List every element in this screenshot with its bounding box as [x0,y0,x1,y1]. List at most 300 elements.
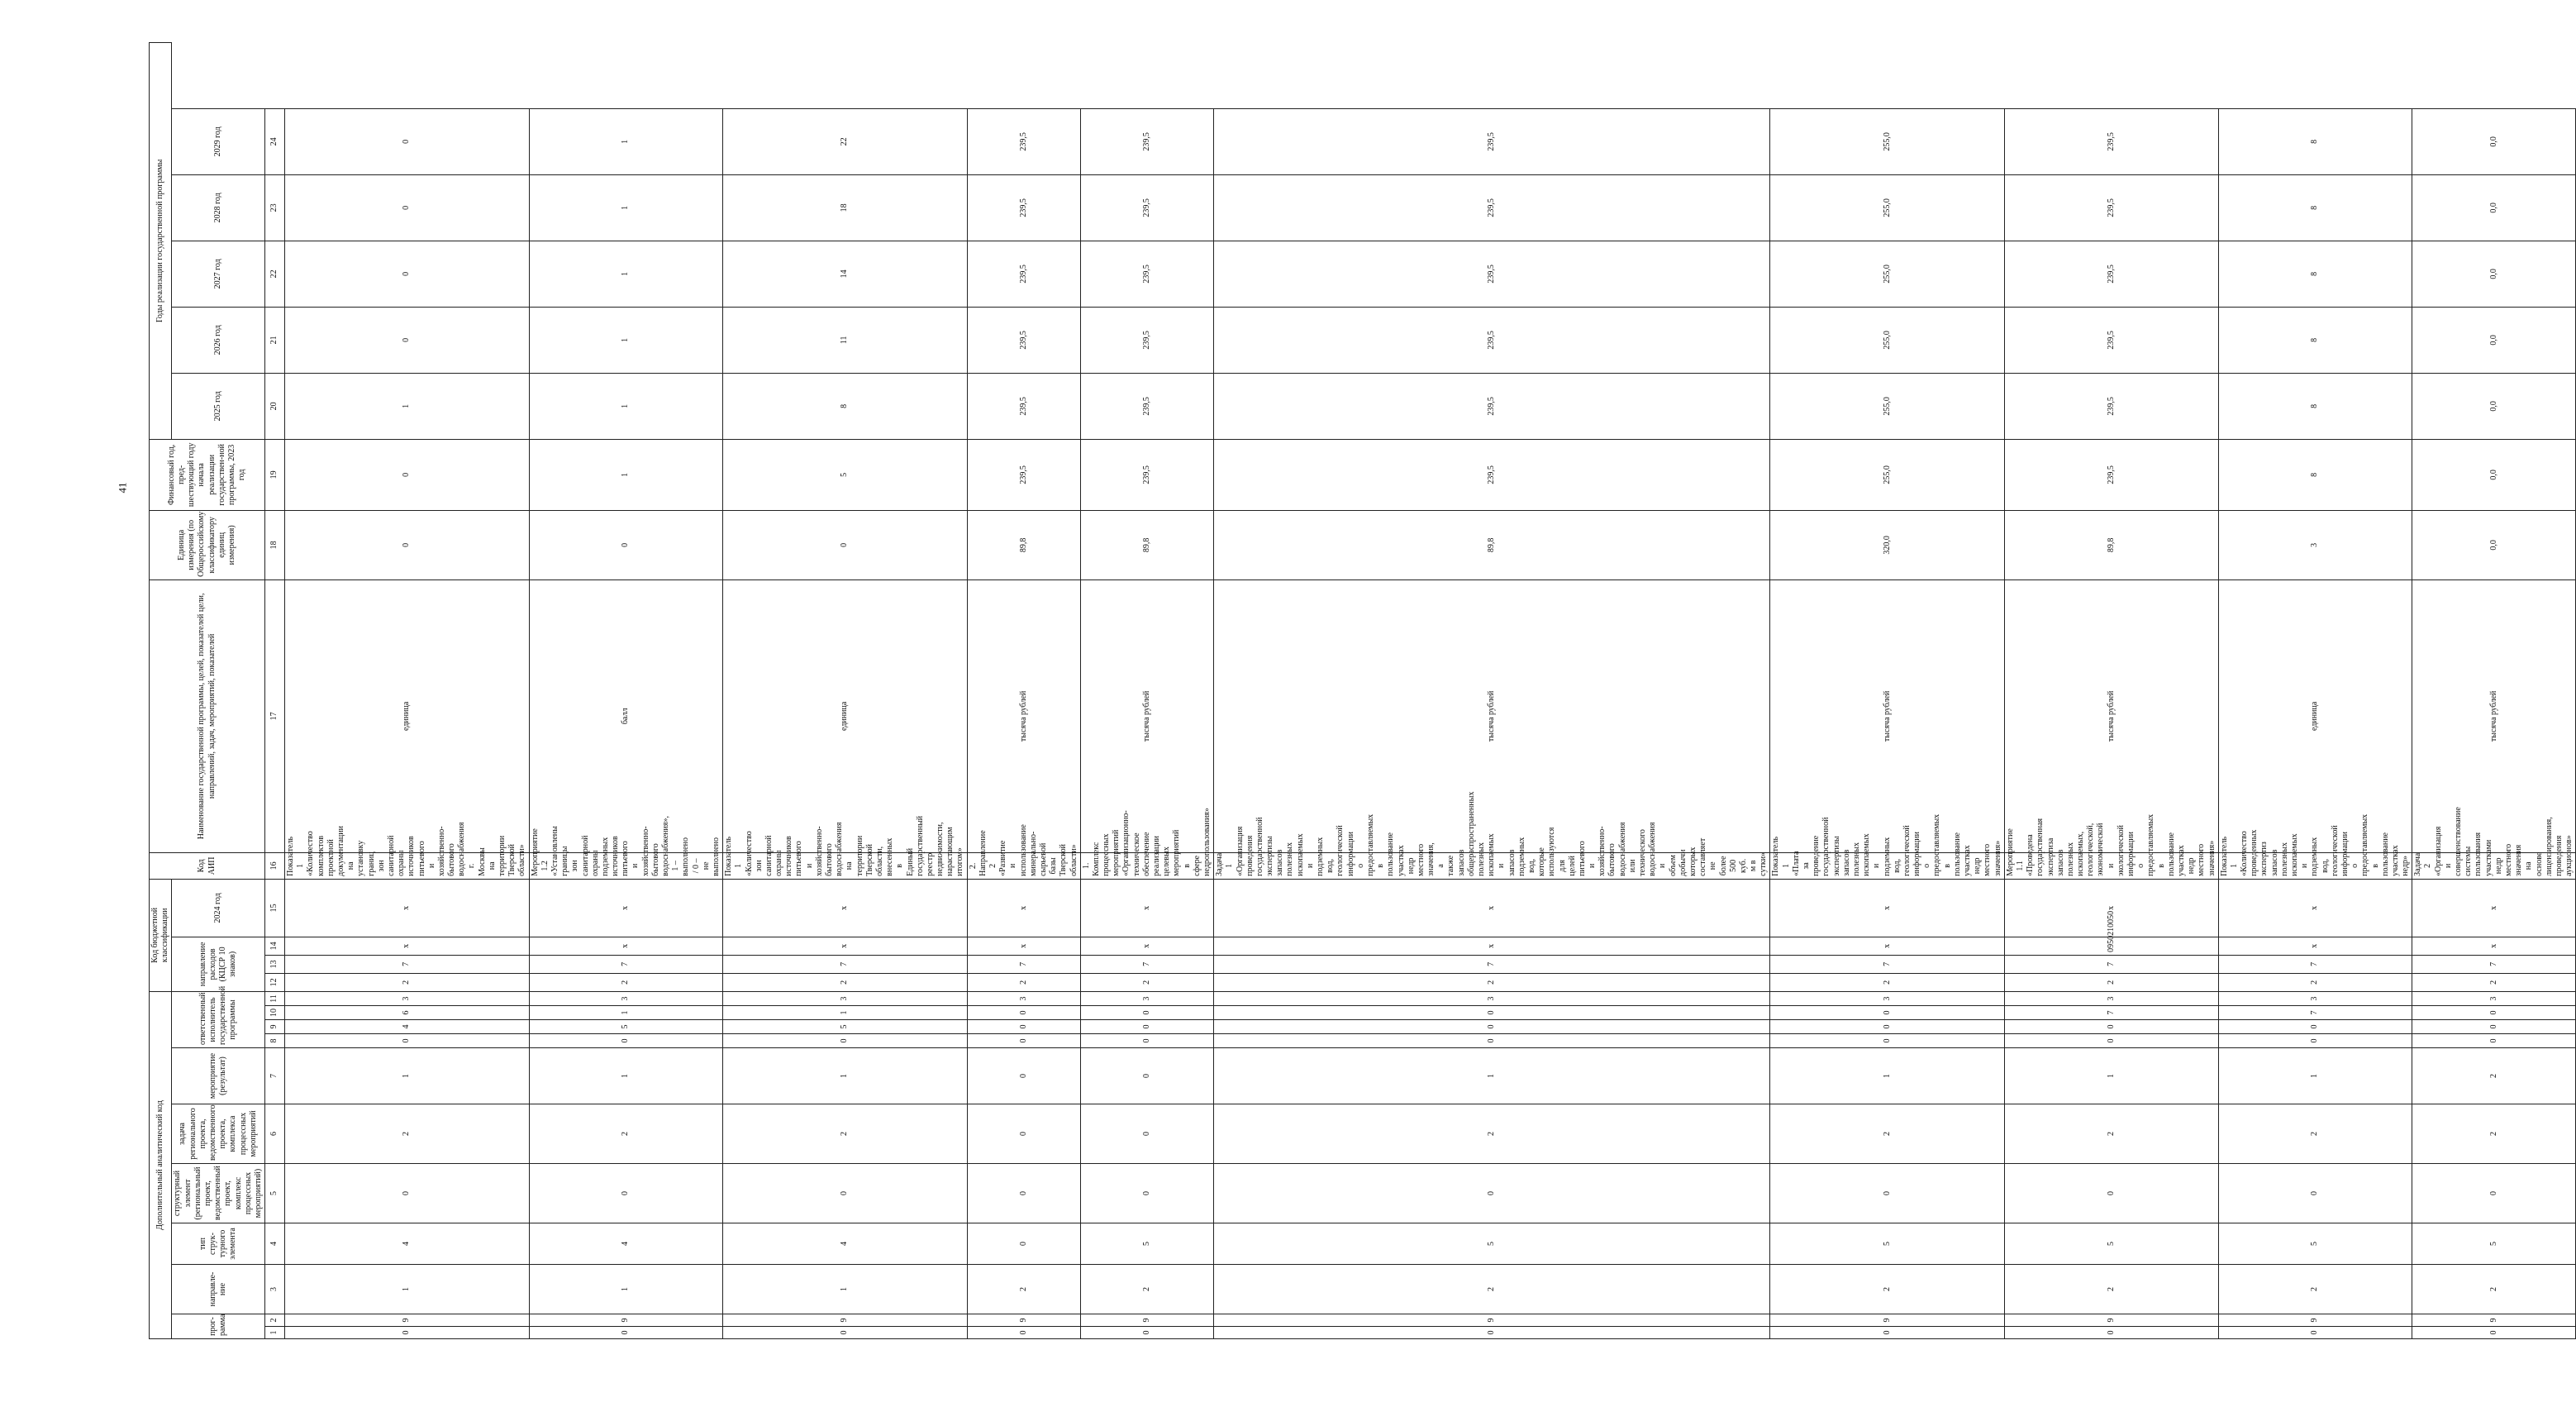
header-fin-year: Финансовый год, пред-шествующий году начала реализации государствен-ной программы, 2023 год [150,439,265,510]
meropriyatie-digit: 0 [2004,1034,2218,1048]
tip-cell: 5 [2004,1223,2218,1265]
year-value: 239,5 [2004,108,2218,174]
struct-cell: 0 [723,1164,968,1223]
fin-year-value: 0,0 [2412,510,2576,579]
unit-cell: тысяча рублей [967,579,1080,852]
table-row [285,42,530,1338]
struct-cell: 0 [1080,1164,1213,1223]
meropriyatie-digit: 1 [2004,1048,2218,1104]
prog-digit: 0 [2004,1327,2218,1339]
meropriyatie-digit: 2 [2412,1048,2576,1104]
year-value: 1 [529,307,723,373]
napravlenie-cell: 2 [2004,1265,2218,1314]
ispolnitel-digit: 7 [2412,955,2576,973]
unit-cell: тысяча рублей [2004,579,2218,852]
unit-cell: тысяча рублей [1214,579,1770,852]
aip-cell: х [2004,879,2218,937]
year-value: 239,5 [967,439,1080,510]
page-number: 41 [116,482,129,494]
table-row [1770,42,2004,1338]
header-year-2029: 2029 год [172,108,265,174]
prog-digit: 9 [2412,1314,2576,1327]
column-number: 24 [265,108,285,174]
table-row [723,42,968,1338]
napravlenie-cell: 2 [1080,1265,1213,1314]
ispolnitel-digit: 2 [529,973,723,991]
header-year-2026: 2026 год [172,307,265,373]
meropriyatie-digit: 0 [967,1006,1080,1020]
year-value: 239,5 [967,373,1080,439]
ispolnitel-digit: 3 [723,991,968,1005]
column-number-row [265,42,285,1338]
meropriyatie-digit: 7 [2004,1006,2218,1020]
rashod-cell: х [967,937,1080,955]
year-value: 239,5 [967,174,1080,241]
fin-year-value: 89,8 [1214,510,1770,579]
table-row [2412,42,2576,1338]
ispolnitel-digit: 3 [529,991,723,1005]
prog-digit: 9 [2004,1314,2218,1327]
header-meropriyatie: мероприятие (результат) [172,1048,265,1104]
header-zadacha: задача регионального проекта, ведомственного проекта, комплекса процессных мероприятий [172,1104,265,1164]
meropriyatie-digit: 0 [1080,1020,1213,1034]
year-value: 1 [529,373,723,439]
meropriyatie-digit: 0 [1214,1034,1770,1048]
fin-year-value: 0 [285,510,530,579]
ispolnitel-digit: 7 [723,955,968,973]
meropriyatie-digit: 0 [1770,1034,2004,1048]
aip-cell: х [2218,879,2412,937]
ispolnitel-digit: 2 [1080,973,1213,991]
year-value: 255,0 [1770,373,2004,439]
prog-digit: 0 [967,1327,1080,1339]
indicator-name: Показатель 1 «Плата за проведение государственной экспертизы запасов полезных ископаемых и подземных вод, геологической информации о предоставляемых в пользование участках недр местного значения» [1770,852,2004,879]
column-number: 18 [265,510,285,579]
napravlenie-cell: 1 [723,1265,968,1314]
meropriyatie-digit: 0 [1770,1006,2004,1020]
year-value: 1 [285,373,530,439]
column-number: 16 [265,852,285,879]
year-value: 8 [723,373,968,439]
table-body [265,42,2576,1338]
ispolnitel-digit: 7 [1214,955,1770,973]
year-value: 239,5 [1080,373,1213,439]
ispolnitel-digit: 7 [1770,955,2004,973]
tip-cell: 4 [723,1223,968,1265]
meropriyatie-digit: 1 [1214,1048,1770,1104]
indicator-name: Показатель 1 «Количество зон санитарной охраны источников питьевого и хозяйственно-бытового водоснабжения на территории Тверской области, внесенных в Единый государственный реестр недвижимости, нарастающим итогом» [723,852,968,879]
zadacha-cell: 2 [723,1104,968,1164]
meropriyatie-digit: 0 [2004,1020,2218,1034]
ispolnitel-digit: 3 [2004,991,2218,1005]
aip-cell: х [1080,879,1213,937]
year-value: 255,0 [1770,307,2004,373]
napravlenie-cell: 2 [1770,1265,2004,1314]
year-value: 0 [285,108,530,174]
meropriyatie-digit: 1 [285,1048,530,1104]
aip-cell: х [1214,879,1770,937]
rashod-cell: 0950210050 [2004,937,2218,955]
header-rashod: направление расходов (КЦСР 10 знаков) [172,937,265,991]
zadacha-cell: 0 [1080,1104,1213,1164]
prog-digit: 9 [1770,1314,2004,1327]
meropriyatie-digit: 0 [967,1020,1080,1034]
tip-cell: 5 [1770,1223,2004,1265]
meropriyatie-digit: 5 [723,1020,968,1034]
meropriyatie-digit: 0 [2412,1020,2576,1034]
year-value: 22 [723,108,968,174]
header-programma: прог-рамма [172,1314,265,1339]
zadacha-cell: 0 [967,1104,1080,1164]
struct-cell: 0 [2218,1164,2412,1223]
struct-cell: 0 [529,1164,723,1223]
column-number: 2 [265,1314,285,1327]
year-value: 239,5 [2004,307,2218,373]
indicator-name: 1. Комплекс процессных мероприятий «Организационно-техническое обеспечение реализации целевых мероприятий в сфере недропользования» [1080,852,1213,879]
year-value: 239,5 [1080,108,1213,174]
year-value: 239,5 [967,241,1080,307]
meropriyatie-digit: 0 [2218,1020,2412,1034]
header-unit: Единица измерения (по Общероссийскому классификатору единиц измерения) [150,510,265,579]
year-value: 0,0 [2412,307,2576,373]
table-row [1080,42,1213,1338]
indicator-name: Мероприятие 1.2 «Установлены границы зон санитарной охраны подземных источников питьевого и хозяйственно-бытового водоснабжения», 1 – выполнено / 0 – не выполнено [529,852,723,879]
fin-year-value: 0 [529,510,723,579]
zadacha-cell: 2 [1770,1104,2004,1164]
header-years-group: Годы реализации государственной программы [150,42,172,439]
zadacha-cell: 2 [2218,1104,2412,1164]
prog-digit: 9 [723,1314,968,1327]
year-value: 0 [285,174,530,241]
prog-digit: 0 [1080,1327,1213,1339]
table-row [529,42,723,1338]
ispolnitel-digit: 7 [529,955,723,973]
prog-digit: 9 [285,1314,530,1327]
meropriyatie-digit: 0 [285,1034,530,1048]
column-number: 3 [265,1265,285,1314]
ispolnitel-digit: 3 [285,991,530,1005]
tip-cell: 5 [2412,1223,2576,1265]
meropriyatie-digit: 0 [529,1034,723,1048]
year-value: 239,5 [2004,241,2218,307]
year-value: 0 [285,307,530,373]
column-number: 14 [265,937,285,955]
column-number: 23 [265,174,285,241]
year-value: 0 [285,241,530,307]
struct-cell: 0 [2412,1164,2576,1223]
indicator-name: Мероприятие 1.1 «Проведена государственная экспертиза запасов полезных ископаемых, геологической, экономической и экологической информации о предоставляемых в пользование участках недр местного значения» [2004,852,2218,879]
zadacha-cell: 2 [2004,1104,2218,1164]
rashod-cell: х [1214,937,1770,955]
column-number: 15 [265,879,285,937]
tip-cell: 0 [967,1223,1080,1265]
year-value: 239,5 [1214,439,1770,510]
year-value: 18 [723,174,968,241]
rashod-cell: х [529,937,723,955]
year-value: 1 [529,439,723,510]
meropriyatie-digit: 0 [1080,1006,1213,1020]
meropriyatie-digit: 0 [1080,1048,1213,1104]
zadacha-cell: 2 [285,1104,530,1164]
year-value: 0,0 [2412,373,2576,439]
year-value: 239,5 [1214,241,1770,307]
year-value: 8 [2218,174,2412,241]
ispolnitel-digit: 2 [2218,973,2412,991]
column-number: 20 [265,373,285,439]
meropriyatie-digit: 1 [2218,1048,2412,1104]
header-ispolnitel: ответственный исполнитель государственной программы [172,991,265,1047]
meropriyatie-digit: 1 [1770,1048,2004,1104]
column-number: 4 [265,1223,285,1265]
year-value: 0,0 [2412,241,2576,307]
ispolnitel-digit: 3 [967,991,1080,1005]
meropriyatie-digit: 0 [1080,1034,1213,1048]
fin-year-value: 89,8 [2004,510,2218,579]
column-number: 10 [265,1006,285,1020]
table-row [2218,42,2412,1338]
napravlenie-cell: 2 [967,1265,1080,1314]
aip-cell: х [529,879,723,937]
ispolnitel-digit: 7 [285,955,530,973]
column-number: 7 [265,1048,285,1104]
struct-cell: 0 [967,1164,1080,1223]
ispolnitel-digit: 7 [2004,955,2218,973]
unit-cell: тысяча рублей [1770,579,2004,852]
meropriyatie-digit: 0 [1770,1020,2004,1034]
ispolnitel-digit: 3 [2218,991,2412,1005]
rashod-cell: х [1080,937,1213,955]
ispolnitel-digit: 7 [967,955,1080,973]
zadacha-cell: 2 [2412,1104,2576,1164]
napravlenie-cell: 2 [2218,1265,2412,1314]
prog-digit: 9 [967,1314,1080,1327]
struct-cell: 0 [285,1164,530,1223]
meropriyatie-digit: 1 [723,1006,968,1020]
column-number: 22 [265,241,285,307]
tip-cell: 5 [1214,1223,1770,1265]
ispolnitel-digit: 3 [1080,991,1213,1005]
indicator-name: Задача 2 «Организация и совершенствование системы пользования участками недр местного значения на основе лицензирования, проведения аукционов» [2412,852,2576,879]
column-number: 17 [265,579,285,852]
year-value: 239,5 [1214,307,1770,373]
year-value: 239,5 [2004,174,2218,241]
fin-year-value: 3 [2218,510,2412,579]
header-name: Наименование государственной программы, целей, показателей цели, направлений, задач, мероприятий, показателей [150,579,265,852]
napravlenie-cell: 2 [1214,1265,1770,1314]
year-value: 239,5 [2004,373,2218,439]
year-value: 255,0 [1770,241,2004,307]
fin-year-value: 0 [723,510,968,579]
meropriyatie-digit: 6 [285,1006,530,1020]
year-value: 14 [723,241,968,307]
year-value: 255,0 [1770,108,2004,174]
year-value: 1 [529,108,723,174]
rashod-cell: х [1770,937,2004,955]
prog-digit: 0 [1770,1327,2004,1339]
meropriyatie-digit: 1 [529,1048,723,1104]
tip-cell: 5 [2218,1223,2412,1265]
ispolnitel-digit: 2 [1214,973,1770,991]
table-row [967,42,1080,1338]
indicator-name: 2. Направление 2 «Развитие и использование минерально-сырьевой базы Тверской области» [967,852,1080,879]
ispolnitel-digit: 2 [2412,973,2576,991]
ispolnitel-digit: 7 [2218,955,2412,973]
column-number: 12 [265,973,285,991]
aip-cell: х [1770,879,2004,937]
header-year-2028: 2028 год [172,174,265,241]
header-year-2027: 2027 год [172,241,265,307]
year-value: 0 [285,439,530,510]
napravlenie-cell: 1 [529,1265,723,1314]
meropriyatie-digit: 0 [967,1048,1080,1104]
unit-cell: тысяча рублей [1080,579,1213,852]
ispolnitel-digit: 3 [2412,991,2576,1005]
column-number: 6 [265,1104,285,1164]
aip-cell: х [967,879,1080,937]
header-tip: тип струк-турного элемента [172,1223,265,1265]
napravlenie-cell: 1 [285,1265,530,1314]
meropriyatie-digit: 0 [1214,1006,1770,1020]
tip-cell: 4 [285,1223,530,1265]
year-value: 5 [723,439,968,510]
column-number: 1 [265,1327,285,1339]
meropriyatie-digit: 0 [723,1034,968,1048]
header-year-2025: 2025 год [172,373,265,439]
meropriyatie-digit: 1 [723,1048,968,1104]
tip-cell: 4 [529,1223,723,1265]
program-indicators-table [149,42,2576,1339]
zadacha-cell: 2 [529,1104,723,1164]
prog-digit: 0 [2218,1327,2412,1339]
column-number: 5 [265,1164,285,1223]
year-value: 1 [529,241,723,307]
column-number: 9 [265,1020,285,1034]
year-value: 8 [2218,108,2412,174]
header-analytic-code: Дополнительный аналитический код [150,991,172,1338]
year-value: 239,5 [1080,439,1213,510]
unit-cell: единица [2218,579,2412,852]
unit-cell: единица [285,579,530,852]
fin-year-value: 89,8 [967,510,1080,579]
prog-digit: 0 [1214,1327,1770,1339]
ispolnitel-digit: 7 [1080,955,1213,973]
prog-digit: 9 [1080,1314,1213,1327]
prog-digit: 0 [285,1327,530,1339]
year-value: 239,5 [1214,108,1770,174]
ispolnitel-digit: 2 [967,973,1080,991]
column-number: 21 [265,307,285,373]
header-year-2024: 2024 год [172,879,265,937]
aip-cell: х [285,879,530,937]
header-budget-code: Код бюджетной классификации [150,879,172,991]
indicator-name: Задача 1 «Организация проведения государственной экспертизы запасов полезных ископаемых и подземных вод, геологической информации о предоставляемых в пользование участках недр местного значения, а также запасов общераспространенных полезных ископаемых и запасов подземных вод, которые используются для целей питьевого и хозяйственно-бытового водоснабжения или технического водоснабжения и объем добычи которых составляет не более 500 куб. м в сутки» [1214,852,1770,879]
ispolnitel-digit: 3 [1214,991,1770,1005]
ispolnitel-digit: 2 [2004,973,2218,991]
tip-cell: 5 [1080,1223,1213,1265]
year-value: 239,5 [1080,174,1213,241]
unit-cell: единица [723,579,968,852]
ispolnitel-digit: 2 [1770,973,2004,991]
prog-digit: 9 [529,1314,723,1327]
year-value: 239,5 [1214,174,1770,241]
struct-cell: 0 [1214,1164,1770,1223]
indicator-name: Показатель 1 «Количество проведенных экспертиз запасов полезных ископаемых и подземных вод, геологической информации о предоставляемых в пользование участках недр» [2218,852,2412,879]
meropriyatie-digit: 1 [529,1006,723,1020]
struct-cell: 0 [2004,1164,2218,1223]
table-row [1214,42,1770,1338]
year-value: 0,0 [2412,174,2576,241]
year-value: 1 [529,174,723,241]
struct-cell: 0 [1770,1164,2004,1223]
fin-year-value: 320,0 [1770,510,2004,579]
column-number: 13 [265,955,285,973]
prog-digit: 0 [529,1327,723,1339]
year-value: 239,5 [1214,373,1770,439]
indicator-name: Показатель 1 «Количество комплектов проектной документации на установку границ зон санитарной охраны источников питьевого и хозяйственно-бытового водоснабжения г. Москвы на территории Тверской области» [285,852,530,879]
zadacha-cell: 2 [1214,1104,1770,1164]
year-value: 11 [723,307,968,373]
meropriyatie-digit: 0 [2412,1006,2576,1020]
table-row [2004,42,2218,1338]
aip-cell: х [2412,879,2576,937]
header-napravlenie: направле-ние [172,1265,265,1314]
meropriyatie-digit: 4 [285,1020,530,1034]
year-value: 8 [2218,439,2412,510]
year-value: 239,5 [967,307,1080,373]
year-value: 239,5 [967,108,1080,174]
prog-digit: 0 [723,1327,968,1339]
ispolnitel-digit: 2 [723,973,968,991]
year-value: 8 [2218,241,2412,307]
year-value: 8 [2218,373,2412,439]
meropriyatie-digit: 0 [2412,1034,2576,1048]
unit-cell: тысяча рублей [2412,579,2576,852]
rotated-table-container [149,66,2574,1339]
unit-cell: балл [529,579,723,852]
year-value: 255,0 [1770,439,2004,510]
year-value: 239,5 [1080,307,1213,373]
year-value: 239,5 [1080,241,1213,307]
fin-year-value: 89,8 [1080,510,1213,579]
header-struct: структурный элемент (региональный проект, ведомственный проект, комплекс процессных мероприятий) [172,1164,265,1223]
year-value: 0,0 [2412,439,2576,510]
header-kod-aip: Код АИП [150,852,265,879]
rashod-cell: х [2218,937,2412,955]
year-value: 0,0 [2412,108,2576,174]
meropriyatie-digit: 7 [2218,1006,2412,1020]
prog-digit: 9 [1214,1314,1770,1327]
meropriyatie-digit: 5 [529,1020,723,1034]
meropriyatie-digit: 0 [967,1034,1080,1048]
meropriyatie-digit: 0 [1214,1020,1770,1034]
year-value: 239,5 [2004,439,2218,510]
rashod-cell: х [2412,937,2576,955]
rashod-cell: х [285,937,530,955]
column-number: 19 [265,439,285,510]
prog-digit: 0 [2412,1327,2576,1339]
year-value: 8 [2218,307,2412,373]
meropriyatie-digit: 0 [2218,1034,2412,1048]
ispolnitel-digit: 2 [285,973,530,991]
ispolnitel-digit: 3 [1770,991,2004,1005]
rashod-cell: х [723,937,968,955]
prog-digit: 9 [2218,1314,2412,1327]
column-number: 11 [265,991,285,1005]
year-value: 255,0 [1770,174,2004,241]
column-number: 8 [265,1034,285,1048]
napravlenie-cell: 2 [2412,1265,2576,1314]
aip-cell: х [723,879,968,937]
